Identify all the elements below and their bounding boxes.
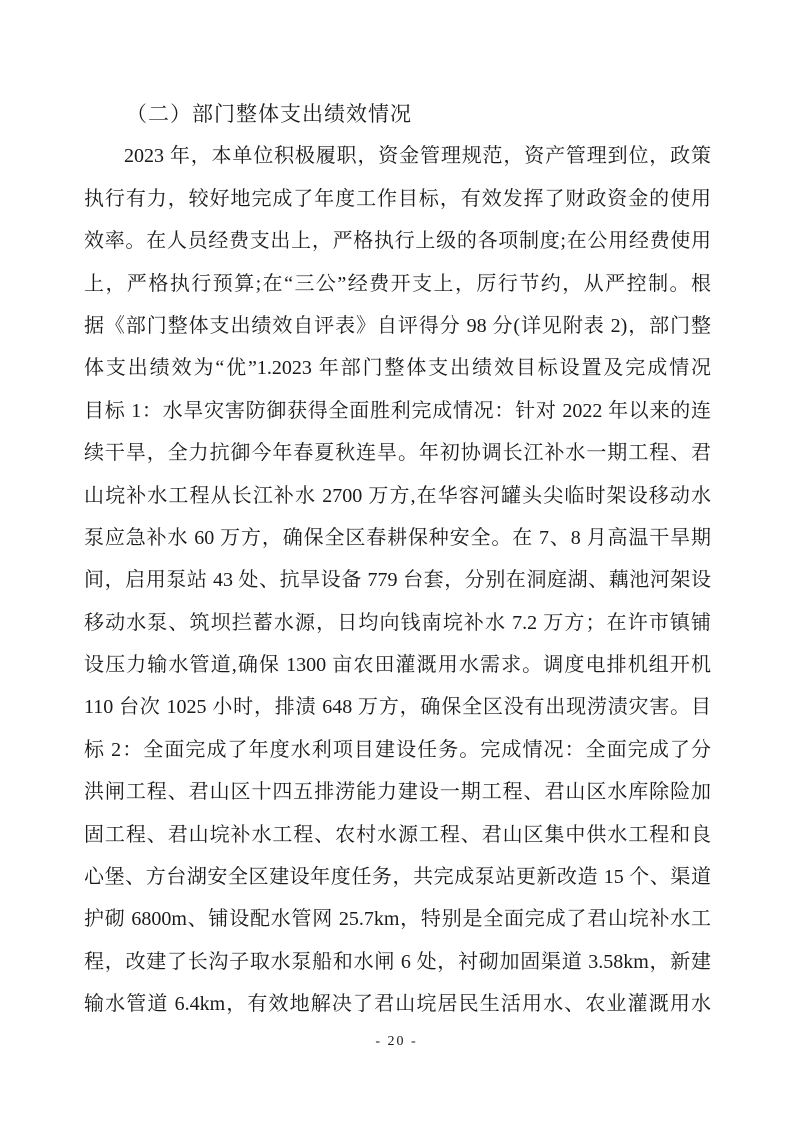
body-line: 2023 年，本单位积极履职，资金管理规范，资产管理到位，政策 bbox=[124, 145, 711, 168]
body-line: 据《部门整体支出绩效自评表》自评得分 98 分(详见附表 2)，部门整 bbox=[84, 314, 711, 337]
body-line: 目标 1：水旱灾害防御获得全面胜利完成情况：针对 2022 年以来的连 bbox=[84, 399, 711, 422]
body-line: 设压力输水管道,确保 1300 亩农田灌溉用水需求。调度电排机组开机 bbox=[84, 654, 711, 677]
body-line: 移动水泵、筑坝拦蓄水源，日均向钱南垸补水 7.2 万方；在许市镇铺 bbox=[84, 611, 711, 634]
body-line: 上，严格执行预算;在“三公”经费开支上，厉行节约，从严控制。根 bbox=[84, 272, 711, 295]
page-number: - 20 - bbox=[375, 1034, 418, 1049]
body-line: 110 台次 1025 小时，排渍 648 万方，确保全区没有出现涝渍灾害。目 bbox=[84, 696, 711, 719]
body-line: 续干旱，全力抗御今年春夏秋连旱。年初协调长江补水一期工程、君 bbox=[84, 442, 711, 465]
body-line: 间，启用泵站 43 处、抗旱设备 779 台套，分别在洞庭湖、藕池河架设 bbox=[84, 569, 711, 592]
body-line: 心堡、方台湖安全区建设年度任务，共完成泵站更新改造 15 个、渠道 bbox=[84, 866, 711, 889]
body-line: 护砌 6800m、铺设配水管网 25.7km，特别是全面完成了君山垸补水工 bbox=[84, 908, 711, 931]
section-heading: （二）部门整体支出绩效情况 bbox=[126, 102, 412, 126]
body-line: 固工程、君山垸补水工程、农村水源工程、君山区集中供水工程和良 bbox=[84, 823, 711, 846]
body-line: 输水管道 6.4km，有效地解决了君山垸居民生活用水、农业灌溉用水 bbox=[84, 993, 711, 1016]
body-line: 泵应急补水 60 万方，确保全区春耕保种安全。在 7、8 月高温干旱期 bbox=[84, 526, 711, 549]
body-line: 效率。在人员经费支出上，严格执行上级的各项制度;在公用经费使用 bbox=[84, 230, 711, 253]
body-line: 程，改建了长沟子取水泵船和水闸 6 处，衬砌加固渠道 3.58km，新建 bbox=[84, 950, 711, 973]
document-body bbox=[84, 93, 711, 1026]
body-line: 洪闸工程、君山区十四五排涝能力建设一期工程、君山区水库除险加 bbox=[84, 781, 711, 804]
body-line: 执行有力，较好地完成了年度工作目标，有效发挥了财政资金的使用 bbox=[84, 187, 711, 210]
body-line: 体支出绩效为“优”1.2023 年部门整体支出绩效目标设置及完成情况 bbox=[84, 357, 711, 380]
body-line: 山垸补水工程从长江补水 2700 万方,在华容河罐头尖临时架设移动水 bbox=[84, 484, 711, 507]
body-line: 标 2：全面完成了年度水利项目建设任务。完成情况：全面完成了分 bbox=[84, 738, 711, 761]
